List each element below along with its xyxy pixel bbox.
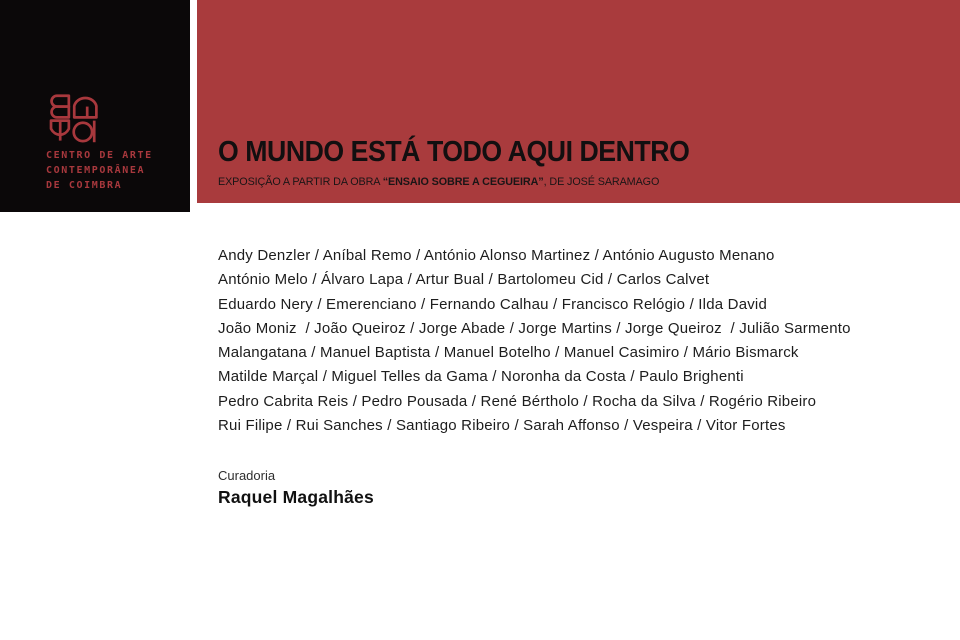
artist-line: António Melo / Álvaro Lapa / Artur Bual / Bartolomeu Cid / Carlos Calvet — [218, 271, 710, 289]
header-red-band — [197, 0, 960, 203]
partner-logos-bar — [0, 560, 960, 640]
artist-line: Pedro Cabrita Reis / Pedro Pousada / René Bértholo / Rocha da Silva / Rogério Ribeiro — [218, 392, 817, 410]
exhibition-subtitle — [218, 176, 659, 188]
org-name-line3: DE COIMBRA — [46, 180, 123, 191]
artist-line: João Moniz / João Queiroz / Jorge Abade / Jorge Martins / Jorge Queiroz / Julião Sarmento — [218, 319, 851, 337]
header-black-panel — [0, 0, 190, 212]
curator-name: Raquel Magalhães — [218, 487, 374, 507]
artist-line: Matilde Marçal / Miguel Telles da Gama / Noronha da Costa / Paulo Brighenti — [218, 368, 744, 386]
artist-line: Eduardo Nery / Emerenciano / Fernando Calhau / Francisco Relógio / Ilda David — [218, 295, 768, 313]
org-name-line1: CENTRO DE ARTE — [46, 150, 153, 161]
cacc-logo-icon — [44, 94, 98, 144]
org-name — [46, 148, 153, 193]
curatorship-label: Curadoria — [218, 468, 276, 483]
artist-line: Malangatana / Manuel Baptista / Manuel Botelho / Manuel Casimiro / Mário Bismarck — [218, 344, 799, 362]
org-name-line2: CONTEMPORÂNEA — [46, 165, 146, 176]
subtitle-prefix: EXPOSIÇÃO A PARTIR DA OBRA — [218, 176, 383, 188]
subtitle-suffix: , DE JOSÉ SARAMAGO — [543, 176, 660, 188]
curatorship-block — [218, 468, 374, 508]
subtitle-book-title: “ENSAIO SOBRE A CEGUEIRA” — [382, 176, 544, 188]
artist-line: Andy Denzler / Aníbal Remo / António Alonso Martinez / António Augusto Menano — [218, 247, 775, 264]
artist-list — [218, 244, 918, 438]
exhibition-title: O MUNDO ESTÁ TODO AQUI DENTRO — [218, 136, 690, 168]
artist-line: Rui Filipe / Rui Sanches / Santiago Ribeiro / Sarah Affonso / Vespeira / Vitor Fortes — [218, 417, 786, 435]
